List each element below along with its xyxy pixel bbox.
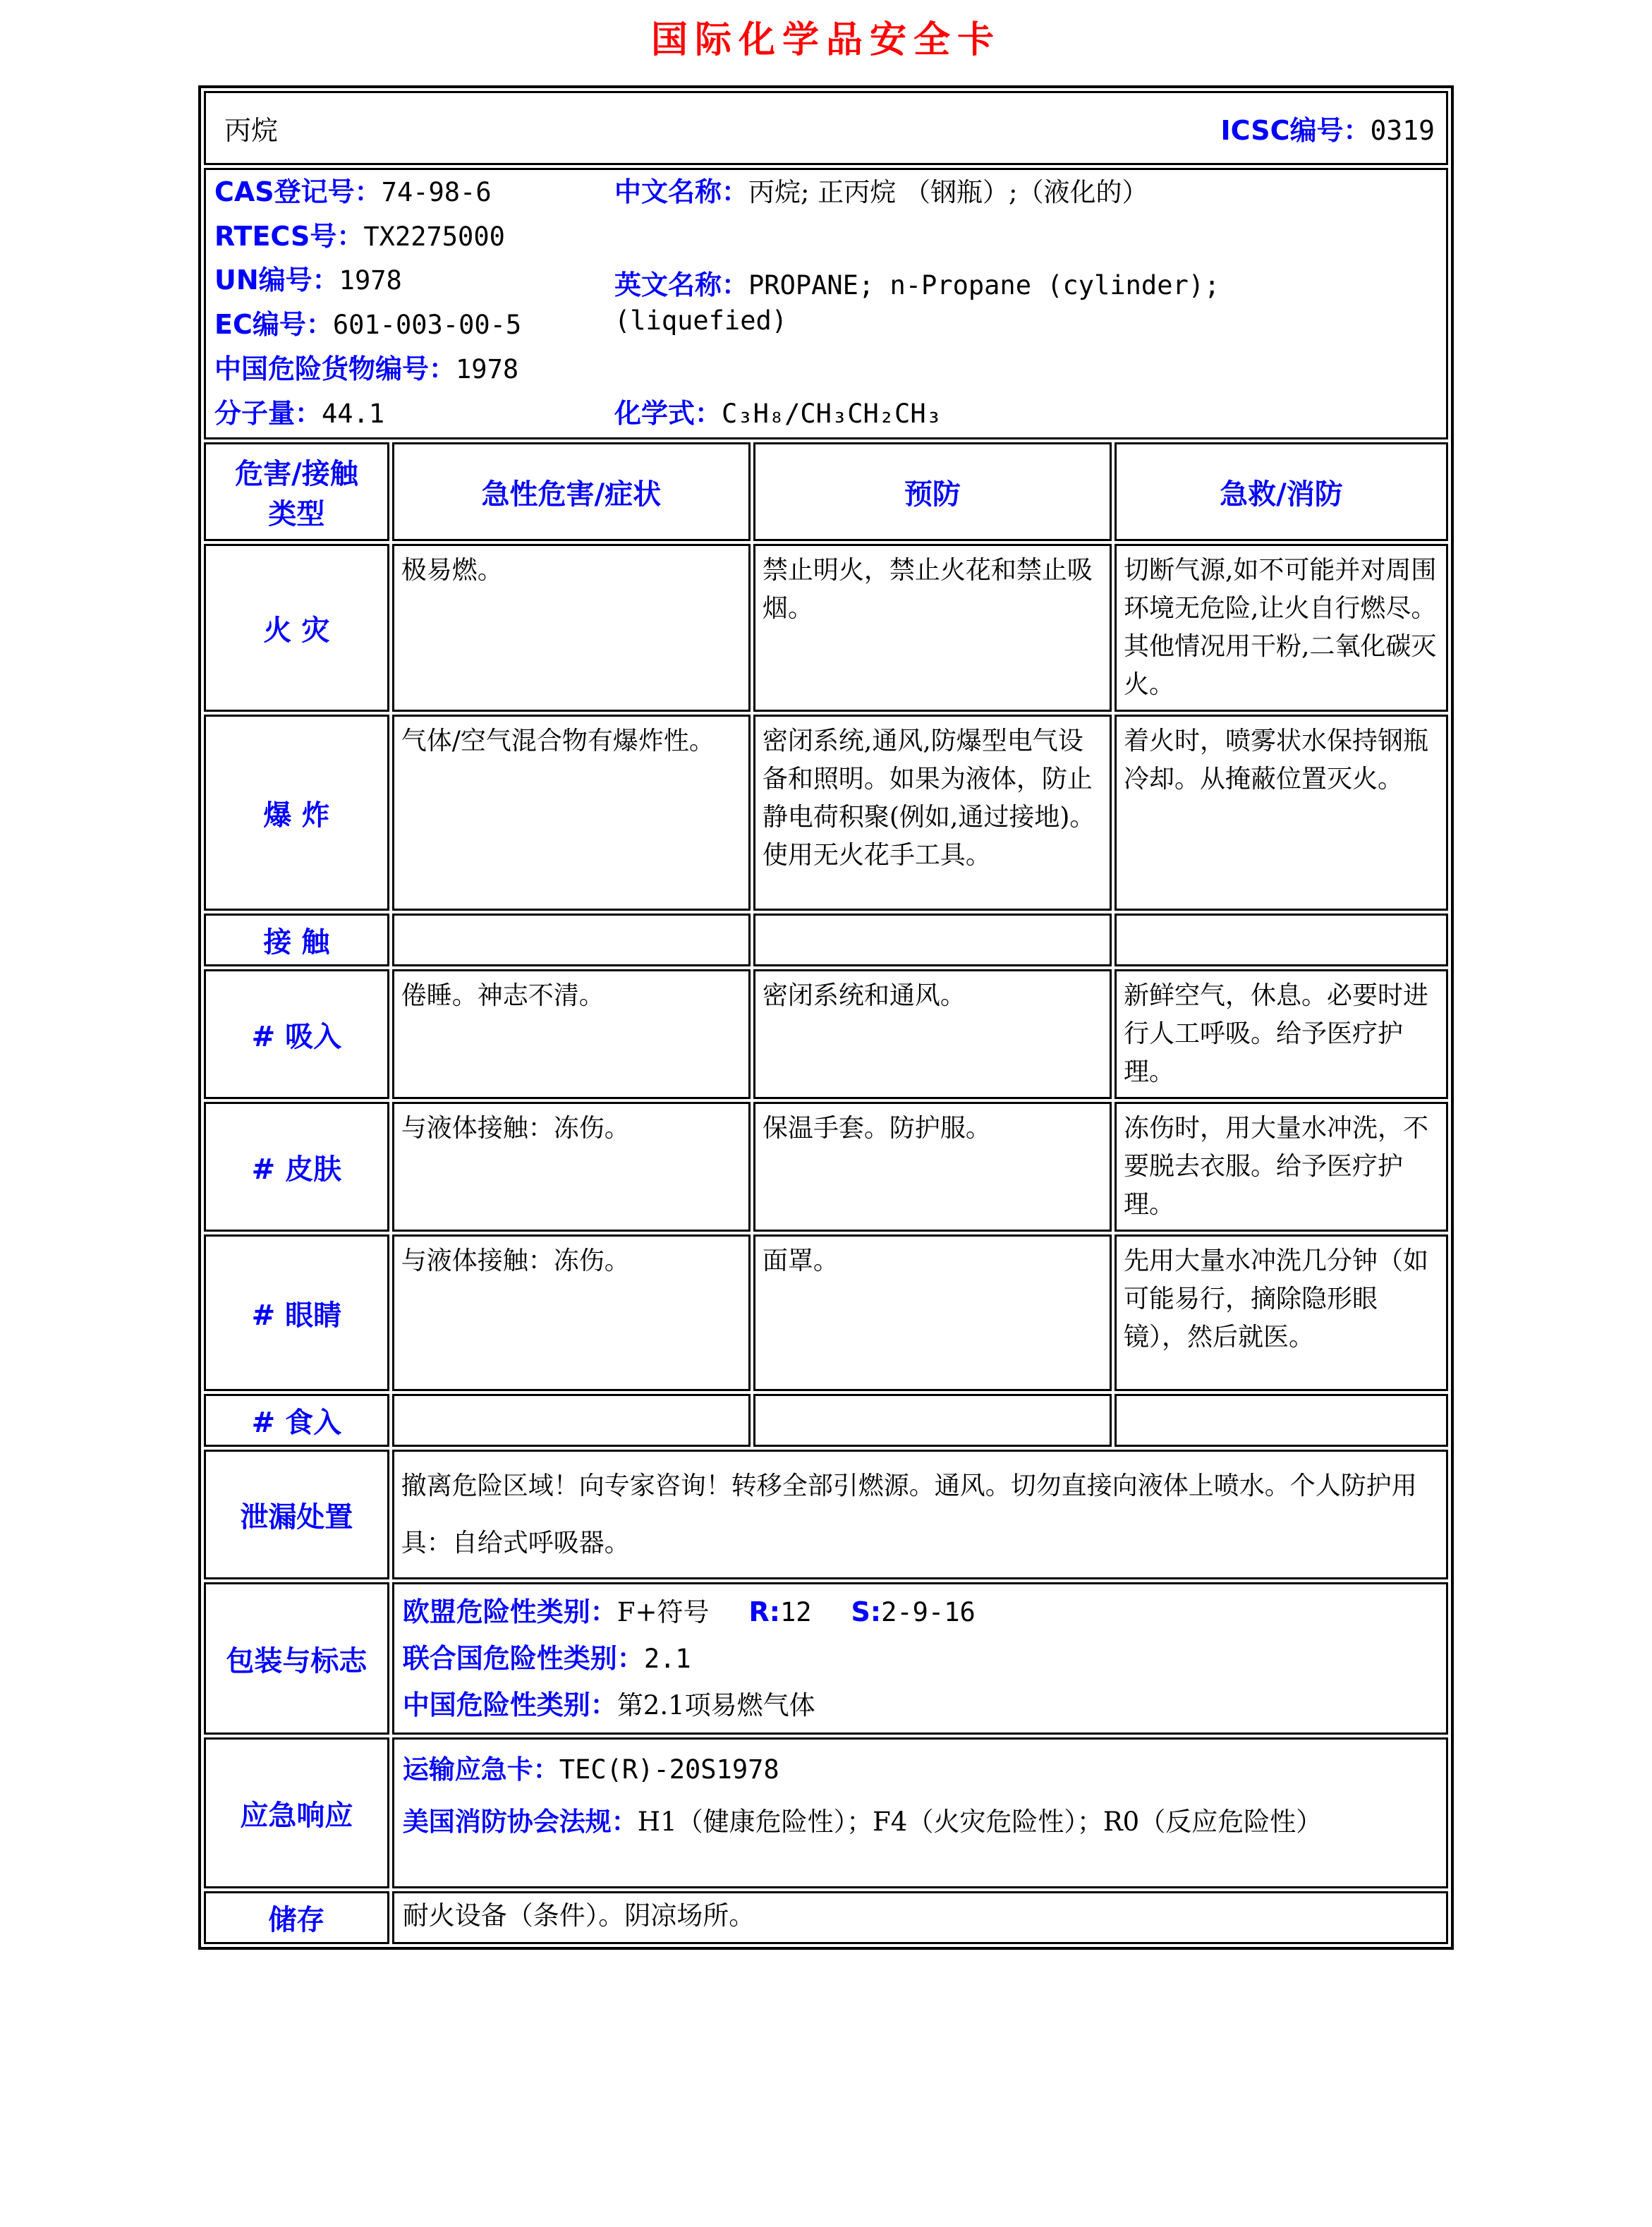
explosion-response-cell: 着火时，喷雾状水保持钢瓶冷却。从掩蔽位置灭火。 — [1115, 715, 1448, 911]
spill-row-label: 泄漏处置 — [204, 1450, 389, 1579]
header-prevention: 预防 — [753, 442, 1112, 541]
contact-row-label: 接 触 — [204, 914, 389, 966]
table-row — [204, 914, 1448, 966]
packaging-content-cell — [392, 1582, 1448, 1735]
un-hazard-class-line — [403, 1635, 1438, 1682]
molecular-weight-value: 44.1 — [322, 398, 385, 429]
name-row — [214, 109, 1438, 147]
formula-value: C₃H₈/CH₃CH₂CH₃ — [722, 398, 942, 429]
s-phrase-value: 2-9-16 — [881, 1597, 976, 1627]
nfpa-code-label: 美国消防协会法规： — [402, 1807, 638, 1837]
storage-content-cell: 耐火设备（条件）。阴凉场所。 — [392, 1891, 1448, 1944]
ingestion-prevention-cell — [753, 1394, 1112, 1447]
icsc-card-table — [198, 85, 1454, 1950]
rtecs-number-line — [214, 219, 606, 255]
fire-row-label: 火 灾 — [204, 544, 389, 712]
table-row — [204, 544, 1448, 712]
contact-response-cell — [1115, 914, 1448, 966]
rtecs-label: RTECS号： — [214, 220, 364, 252]
skin-prevention-cell: 保温手套。防护服。 — [753, 1102, 1112, 1232]
chinese-name-label: 中文名称： — [614, 176, 749, 207]
name-row-cell — [204, 91, 1448, 165]
fire-prevention-cell: 禁止明火，禁止火花和禁止吸烟。 — [753, 544, 1112, 712]
cas-value: 74-98-6 — [381, 177, 492, 207]
chemical-name: 丙烷 — [224, 115, 279, 146]
nfpa-code-line — [403, 1796, 1438, 1848]
nfpa-code-value: H1（健康危险性）；F4（火灾危险性）；R0（反应危险性） — [637, 1807, 1323, 1837]
eu-hazard-class-value: F+符号 — [617, 1597, 710, 1627]
un-label: UN编号： — [214, 265, 339, 296]
table-row — [204, 1450, 1448, 1579]
table-row — [204, 1234, 1448, 1391]
formula-line — [614, 396, 1438, 432]
inhalation-symptoms-cell: 倦睡。神志不清。 — [392, 969, 751, 1099]
r-phrase-label: R: — [748, 1596, 780, 1627]
s-phrase-label: S: — [851, 1596, 882, 1627]
china-dg-value: 1978 — [456, 353, 519, 384]
english-name-value: PROPANE; n-Propane (cylinder); (liquefied) — [614, 269, 1220, 336]
storage-row-label: 储存 — [204, 1891, 389, 1944]
chinese-name-line — [614, 174, 1438, 210]
emergency-row-label: 应急响应 — [204, 1737, 389, 1888]
contact-prevention-cell — [753, 914, 1112, 966]
table-row — [204, 715, 1448, 911]
tec-card-label: 运输应急卡： — [402, 1754, 559, 1785]
ingestion-symptoms-cell — [392, 1394, 751, 1447]
header-symptoms: 急性危害/症状 — [392, 442, 751, 541]
china-hazard-class-line — [403, 1682, 1438, 1728]
icsc-number — [1220, 109, 1438, 147]
skin-symptoms-cell: 与液体接触：冻伤。 — [392, 1102, 751, 1232]
skin-row-label: # 皮肤 — [204, 1102, 389, 1232]
header-response: 急救/消防 — [1115, 442, 1448, 541]
tec-card-line — [403, 1744, 1438, 1796]
identification-left-column — [214, 174, 606, 432]
english-name-label: 英文名称： — [614, 269, 749, 301]
cas-number-line — [214, 174, 606, 210]
explosion-row-label: 爆 炸 — [204, 715, 389, 911]
un-hazard-class-label: 联合国危险性类别： — [402, 1643, 644, 1674]
chinese-name-value: 丙烷; 正丙烷 （钢瓶）;（液化的） — [748, 177, 1148, 207]
eu-hazard-class-label: 欧盟危险性类别： — [402, 1596, 617, 1627]
table-row — [204, 1582, 1448, 1735]
rtecs-value: TX2275000 — [363, 221, 505, 252]
icsc-value: 0319 — [1370, 115, 1435, 146]
china-dg-label: 中国危险货物编号： — [214, 353, 456, 384]
eu-hazard-class-line — [403, 1589, 1438, 1635]
identification-right-column — [606, 174, 1438, 432]
un-hazard-class-value: 2.1 — [643, 1644, 691, 1674]
explosion-prevention-cell: 密闭系统,通风,防爆型电气设备和照明。如果为液体，防止静电荷积聚(例如,通过接地)。使用无火花手工具。 — [753, 715, 1112, 911]
table-row — [204, 1891, 1448, 1944]
r-phrase-value: 12 — [779, 1597, 812, 1627]
inhalation-response-cell: 新鲜空气，休息。必要时进行人工呼吸。给予医疗护理。 — [1115, 969, 1448, 1099]
emergency-content-cell — [392, 1737, 1448, 1888]
table-row — [204, 969, 1448, 1099]
fire-symptoms-cell: 极易燃。 — [392, 544, 751, 712]
page-title: 国际化学品安全卡 — [650, 18, 1001, 61]
explosion-symptoms-cell: 气体/空气混合物有爆炸性。 — [392, 715, 751, 911]
eyes-row-label: # 眼睛 — [204, 1234, 389, 1391]
china-dg-number-line — [214, 351, 606, 387]
china-hazard-class-value: 第2.1项易燃气体 — [617, 1690, 815, 1721]
identification-block — [214, 174, 1438, 432]
table-row — [204, 1102, 1448, 1232]
inhalation-row-label: # 吸入 — [204, 969, 389, 1099]
ec-value: 601-003-00-5 — [332, 310, 522, 341]
tec-card-value: TEC(R)-20S1978 — [559, 1754, 779, 1785]
contact-symptoms-cell — [392, 914, 751, 966]
ingestion-row-label: # 食入 — [204, 1394, 389, 1447]
molecular-weight-label: 分子量： — [214, 397, 322, 429]
identification-cell — [204, 168, 1448, 439]
english-name-line — [614, 267, 1292, 339]
inhalation-prevention-cell: 密闭系统和通风。 — [753, 969, 1112, 1099]
spill-content-cell: 撤离危险区域！向专家咨询！转移全部引燃源。通风。切勿直接向液体上喷水。个人防护用具：自给式呼吸器。 — [392, 1450, 1448, 1579]
eyes-response-cell: 先用大量水冲洗几分钟（如可能易行，摘除隐形眼镜），然后就医。 — [1115, 1234, 1448, 1391]
ec-label: EC编号： — [214, 309, 333, 341]
ingestion-response-cell — [1115, 1394, 1448, 1447]
eyes-prevention-cell: 面罩。 — [753, 1234, 1112, 1391]
packaging-row-label: 包装与标志 — [204, 1582, 389, 1735]
table-row — [204, 1394, 1448, 1447]
ec-number-line — [214, 307, 606, 343]
un-number-line — [214, 262, 606, 298]
china-hazard-class-label: 中国危险性类别： — [402, 1689, 617, 1721]
formula-label: 化学式： — [614, 397, 722, 429]
un-value: 1978 — [339, 265, 402, 296]
fire-response-cell: 切断气源,如不可能并对周围环境无危险,让火自行燃尽。其他情况用干粉,二氧化碳灭火。 — [1115, 544, 1448, 712]
cas-label: CAS登记号： — [214, 176, 382, 207]
skin-response-cell: 冻伤时，用大量水冲洗，不要脱去衣服。给予医疗护理。 — [1115, 1102, 1448, 1232]
table-row — [204, 1737, 1448, 1888]
eyes-symptoms-cell: 与液体接触：冻伤。 — [392, 1234, 751, 1391]
icsc-label: ICSC编号： — [1220, 115, 1371, 146]
header-hazard-type: 危害/接触 类型 — [204, 442, 389, 541]
molecular-weight-line — [214, 396, 606, 432]
